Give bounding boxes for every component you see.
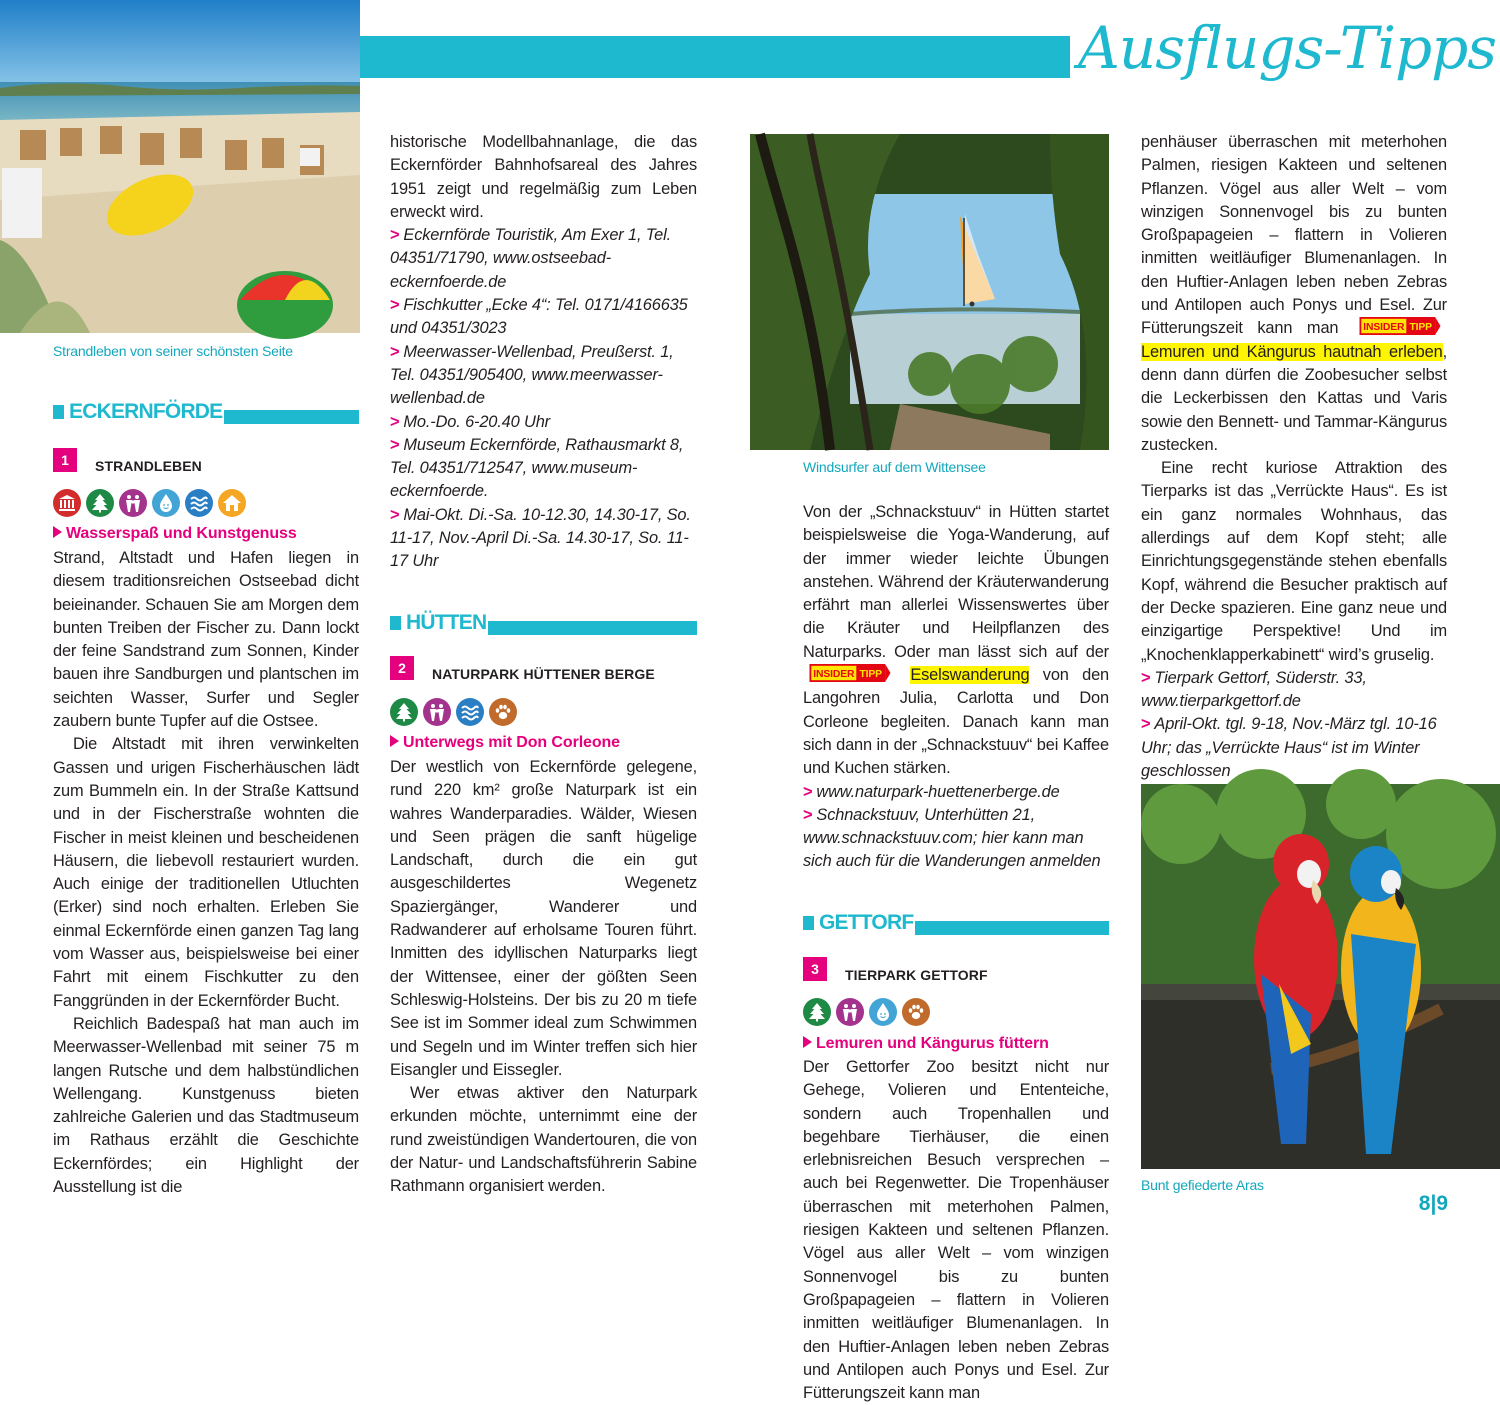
entry-number: 3 — [803, 957, 827, 981]
info-item — [390, 434, 697, 504]
paragraph-part: von den Langohren Julia, Carlotta und Don Corleone begleiten. Danach kann man sich dann in der „Schnackstuuv“ bei Kaffee und Kuchen stärken. — [803, 666, 1109, 778]
column-2-text — [390, 131, 697, 574]
paragraph-part: , denn dann dürfen die Zoobesucher selbst die Leckerbissen den Kattas und Varis sowie den Bennett- und Tammar-Kängurus zustecken. — [1141, 342, 1447, 454]
paragraph: Der westlich von Eckernförde gelegene, rund 220 km² große Naturpark ist ein wahres Wanderparadies. Wälder, Wiesen und Seen prägen die sanft hügelige Landschaft, durch die ein gut ausgeschildertes Wegenetz Spaziergänger, Wanderer und Radwanderer auf erholsame Touren führt. Inmitten des idyllischen Naturparks liegt der Wittensee, einer der gößten Seen Schleswig-Holsteins. Der bis zu 20 m tiefe See ist im Sommer ideal zum Schwimmen und Segeln und im Winter treffen sich hier Eisangler und Eissegler. — [390, 758, 697, 1079]
water-drop-icon — [152, 489, 180, 517]
column-2-lower-text — [390, 756, 697, 1199]
header-bar — [360, 36, 1070, 78]
paragraph: historische Modellbahnanlage, die das Eckernförder Bahnhofsareal des Jahres 1951 zeigt und regelmäßig zum Leben erweckt wird. — [390, 133, 697, 221]
icon-row — [390, 698, 517, 726]
info-item — [803, 804, 1109, 874]
paragraph-part: Von der „Schnackstuuv“ in Hütten startet beispielsweise die Yoga-Wanderung, auf der immer wieder leichte Übungen anstehen. Während der Kräuterwanderung erfährt man allerlei Wissenswertes über die Kräuter und Heilpflanzen des Naturparks. Oder man lässt sich auf der — [803, 503, 1109, 661]
insider-label: INSIDER — [813, 669, 855, 681]
arrow-icon: > — [1141, 715, 1151, 734]
paragraph: Der Gettorfer Zoo besitzt nicht nur Gehege, Volieren und Ententeiche, sondern auch Tropenhallen und begehbare Tierhäuser, die einen erlebnisreichen Besuch versprechen – auch bei Regenwetter. Die Tropenhäuser überraschen mit meterhohen Palmen, riesigen Kakteen und seltenen Pflanzen. Vögel aus aller Welt – vom winzigen Sonnenvogel bis zu bunten Großpapageien – flattern in Volieren inmitten weitläufiger Blumenanlagen. In den Huftier-Anlagen leben neben Zebras und Antilopen auch Ponys und Esel. Zur Fütterungszeit kann man — [803, 1058, 1109, 1403]
info-item — [390, 224, 697, 294]
section-label: ECKERNFÖRDE — [53, 400, 224, 424]
insider-tip-text: Lemuren und Kängurus hautnah erleben — [1141, 342, 1443, 361]
tipp-label: TIPP — [859, 669, 882, 681]
paw-icon — [489, 698, 517, 726]
icon-row — [803, 998, 930, 1026]
section-label: HÜTTEN — [390, 611, 488, 635]
family-icon — [119, 489, 147, 517]
info-list-huetten — [803, 781, 1109, 874]
paragraph: Strand, Altstadt und Hafen liegen in diesem traditionsreichen Ostseebad dicht beieinander. Schauen Sie am Morgen dem bunten Treiben der Fischer zu. Dann lockt der feine Sandstrand zum Sonnen, Kinder bauen ihre Sandburgen und plantschen im seichten Wasser, Surfer und Segler zaubern bunte Tupfer auf die Ostsee. — [53, 549, 359, 731]
tipp-label: TIPP — [1409, 322, 1432, 334]
family-icon — [836, 998, 864, 1026]
entry-highlight: Unterwegs mit Don Corleone — [390, 734, 620, 752]
arrow-icon: > — [390, 505, 400, 524]
insider-tip-text: Eselswanderung — [910, 666, 1030, 685]
info-item — [803, 781, 1109, 804]
waves-icon — [456, 698, 484, 726]
arrow-icon: > — [390, 296, 400, 315]
family-icon — [423, 698, 451, 726]
section-label: GETTORF — [803, 911, 915, 935]
entry-title: NATURPARK HÜTTENER BERGE — [432, 666, 655, 682]
info-text: Meerwasser-Wellenbad, Preußerst. 1, Tel. 04351/905400, www.meerwasser-wellenbad.de — [390, 342, 674, 408]
info-item — [1141, 667, 1447, 714]
parrots-photo — [1141, 784, 1500, 1169]
paragraph — [1141, 131, 1447, 457]
tree-icon — [803, 998, 831, 1026]
waves-icon — [185, 489, 213, 517]
info-list-eckernfoerde — [390, 224, 697, 573]
arrow-icon: > — [803, 782, 813, 801]
beach-photo-caption: Strandleben von seiner schönsten Seite — [53, 343, 293, 359]
arrow-icon: > — [390, 226, 400, 245]
info-text: April-Okt. tgl. 9-18, Nov.-März tgl. 10-16 Uhr; das „Verrückte Haus“ ist im Winter geschlossen — [1141, 715, 1437, 781]
paw-icon — [902, 998, 930, 1026]
museum-icon — [53, 489, 81, 517]
info-text: Schnackstuuv, Unterhütten 21, www.schnackstuuv.com; hier kann man sich auch für die Wanderungen anmelden — [803, 805, 1101, 871]
column-1-text — [53, 547, 359, 1199]
column-3-text — [803, 501, 1109, 874]
paragraph: Eine recht kuriose Attraktion des Tierparks ist das „Verrückte Haus“. Es ist ein ganz normales Wohnhaus, das allerdings auf dem Kopf steht; alle Einrichtungsgegenstände stehen ebenfalls Kopf, während die Besucher praktisch auf der Decke spazieren. Eine ganz neue und einzigartige Perspektive! Und im „Knochenklapperkabinett“ wird’s gruselig. — [1141, 459, 1447, 664]
info-text: Mai-Okt. Di.-Sa. 10-12.30, 14.30-17, So. 11-17, Nov.-April Di.-Sa. 14.30-17, So. 11-17 Uhr — [390, 505, 691, 571]
column-3-lower-text — [803, 1056, 1109, 1403]
paragraph: Die Altstadt mit ihren verwinkelten Gassen und urigen Fischerhäuschen lädt zum Bummeln ein. In der Straße Kattsund und in der Fischerstraße wohnten die Fischer in meist kleinen und bescheidenen Häusern, die liebevoll restauriert wurden. Auch einige der traditionellen Utluchten (Erker) sind noch erhalten. Erleben Sie einmal Eckernförde einen ganzen Tag lang vom Wasser aus, beispielsweise bei einer Fahrt mit einem Fischkutter zu den Fanggründen in der Eckernförder Bucht. — [53, 735, 359, 1010]
arrow-icon: > — [390, 435, 400, 454]
info-item — [390, 341, 697, 411]
arrow-icon: > — [1141, 668, 1151, 687]
page-title: Ausflugs-Tipps — [1078, 14, 1497, 82]
insider-label: INSIDER — [1363, 322, 1405, 334]
entry-highlight: Wasserspaß und Kunstgenuss — [53, 525, 297, 543]
info-item — [390, 411, 697, 434]
insider-tip-badge — [805, 664, 895, 682]
info-text: Fischkutter „Ecke 4“: Tel. 0171/4166635 und 04351/3023 — [390, 296, 688, 338]
arrow-icon: > — [390, 342, 400, 361]
page-number: 8|9 — [1418, 1192, 1448, 1215]
water-drop-icon — [869, 998, 897, 1026]
arrow-icon: > — [390, 412, 400, 431]
info-text: www.naturpark-huettenerberge.de — [816, 782, 1060, 801]
paragraph: Wer etwas aktiver den Naturpark erkunden möchte, unternimmt eine der rund zweistündigen Wandertouren, die von der Natur- und Landschaftsführerin Sabine Rathmann organisiert werden. — [390, 1084, 697, 1196]
paragraph — [803, 501, 1109, 781]
info-item — [1141, 713, 1447, 783]
entry-number: 2 — [390, 656, 414, 680]
section-heading-huetten — [390, 611, 697, 636]
entry-highlight: Lemuren und Kängurus füttern — [803, 1035, 1049, 1053]
info-item — [390, 504, 697, 574]
entry-title: STRANDLEBEN — [95, 458, 202, 474]
paragraph: Reichlich Badespaß hat man auch im Meerwasser-Wellenbad mit seiner 75 m langen Rutsche und dem halbstündlichen Wellengang. Kunstgenuss bieten zahlreiche Galerien und das Stadtmuseum im Rathaus erzählt die Geschichte Eckernfördes; ein Highlight der Ausstellung ist die — [53, 1014, 359, 1197]
arrow-icon: > — [803, 805, 813, 824]
section-heading-eckernfoerde — [53, 400, 359, 425]
house-icon — [218, 489, 246, 517]
info-text: Eckernförde Touristik, Am Exer 1, Tel. 04351/71790, www.ostseebad-eckernfoerde.de — [390, 226, 672, 291]
info-text: Museum Eckernförde, Rathausmarkt 8, Tel. 04351/712547, www.museum-eckernfoerde. — [390, 435, 684, 501]
paragraph-part: penhäuser überraschen mit meterhohen Palmen, riesigen Kakteen und seltenen Pflanzen. Vögel aus aller Welt – vom winzigen Sonnenvogel bis zu bunten Großpapageien – flattern in Volieren inmitten weitläufiger Blumenanlagen. In den Huftier-Anlagen leben neben Zebras und Antilopen auch Ponys und Esel. Zur Fütterungszeit kann man — [1141, 133, 1447, 338]
entry-title: TIERPARK GETTORF — [845, 967, 988, 983]
icon-row — [53, 489, 246, 517]
beach-photo — [0, 0, 360, 333]
lake-photo — [750, 134, 1109, 450]
entry-number: 1 — [53, 448, 77, 472]
info-list-gettorf — [1141, 667, 1447, 783]
column-4-text — [1141, 131, 1447, 783]
info-text: Mo.-Do. 6-20.40 Uhr — [403, 412, 550, 431]
insider-tip-badge — [1355, 317, 1445, 335]
section-heading-gettorf — [803, 911, 1109, 936]
tree-icon — [86, 489, 114, 517]
tree-icon — [390, 698, 418, 726]
parrots-photo-caption: Bunt gefiederte Aras — [1141, 1177, 1264, 1193]
info-item — [390, 294, 697, 341]
lake-photo-caption: Windsurfer auf dem Wittensee — [803, 459, 986, 475]
info-text: Tierpark Gettorf, Süderstr. 33, www.tierparkgettorf.de — [1141, 668, 1367, 711]
